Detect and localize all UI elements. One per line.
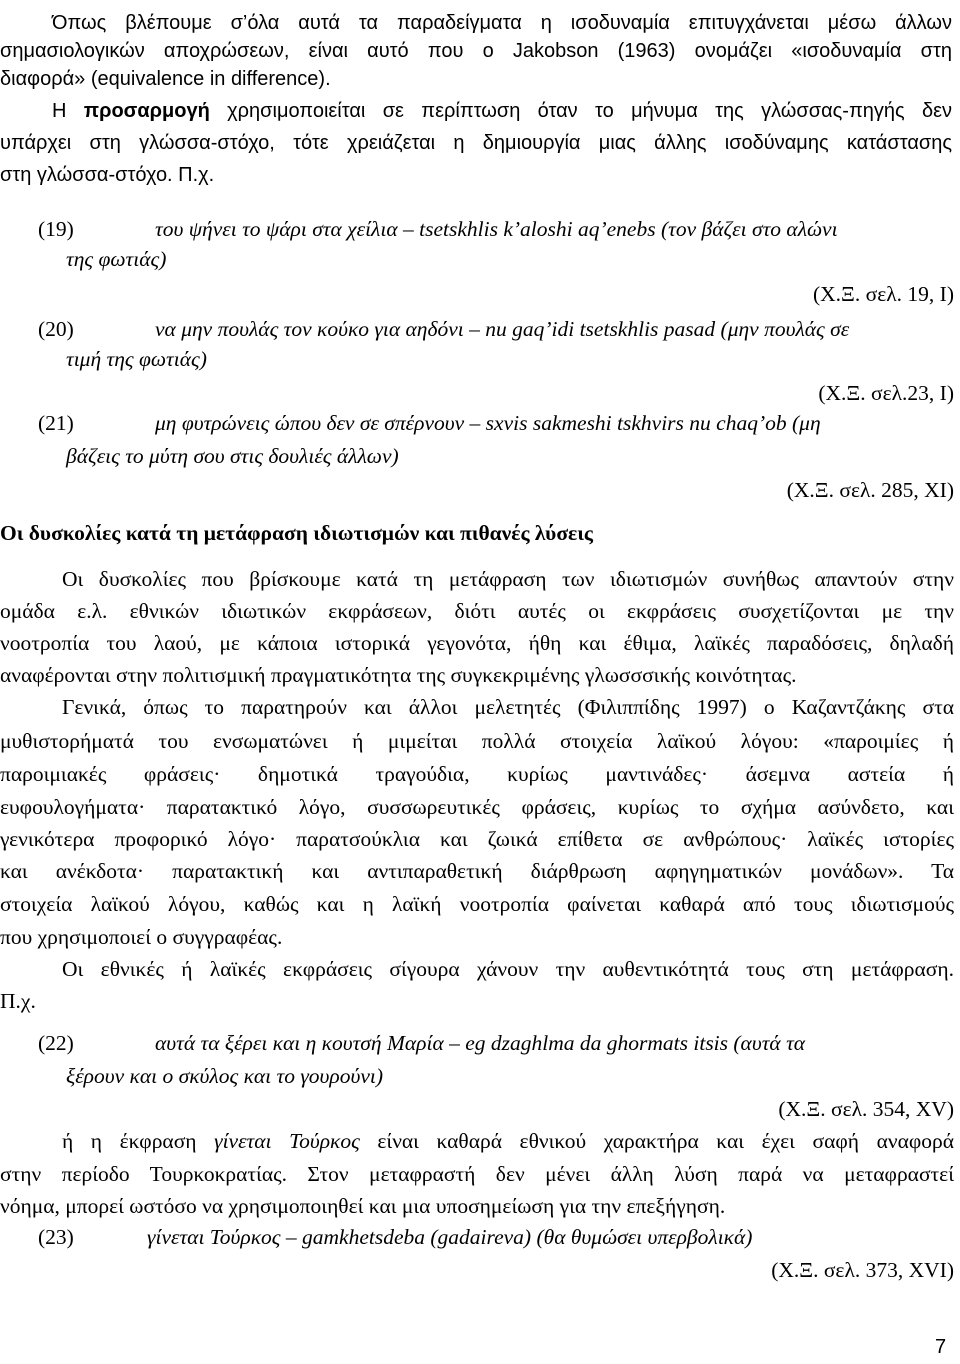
paragraph-line: ευφουλογήματα· παρατακτικό λόγο, συσσωρευτικές φράσεις, κυρίως το σχήμα ασύνδετο, και — [0, 795, 954, 819]
example-reference: (Χ.Ξ. σελ. 373, XVI) — [771, 1258, 954, 1282]
paragraph-line: στην περίοδο Τουρκοκρατίας. Στον μεταφραστή δεν μένει άλλη λύση παρά να μεταφραστεί — [0, 1162, 954, 1186]
example-text-cont: τιμή της φωτιάς) — [66, 347, 207, 371]
example-text: του ψήνει το ψάρι στα χείλια – tsetskhlis k’aloshi aq’enebs (τον βάζει στο αλώνι — [155, 217, 838, 241]
paragraph-line: Οι δυσκολίες που βρίσκουμε κατά τη μετάφραση των ιδιωτισμών συνήθως απαντούν στην — [62, 567, 954, 591]
para4-italic-phrase: γίνεται Τούρκος — [214, 1129, 360, 1153]
para4-rest: είναι καθαρά εθνικού χαρακτήρα και έχει σαφή αναφορά — [359, 1129, 954, 1153]
adaptation-line-1-rest: χρησιμοποιείται σε περίπτωση όταν το μήνυμα της γλώσσας-πηγής δεν — [209, 100, 953, 122]
adaptation-prefix: Η — [52, 100, 84, 122]
example-reference: (Χ.Ξ. σελ. 285, XI) — [786, 478, 954, 502]
example-number: (22) — [38, 1031, 74, 1055]
example-text: γίνεται Τούρκος – gamkhetsdeba (gadaireva) (θα θυμώσει υπερβολικά) — [147, 1225, 753, 1249]
paragraph-line: και ανέκδοτα· παρατακτική και αντιπαραθετική διάρθρωση αφηγηματικών μονάδων». Τα — [0, 859, 954, 883]
paragraph-line: νόημα, μπορεί ωστόσο να χρησιμοποιηθεί και μια υποσημείωση για την επεξήγηση. — [0, 1194, 726, 1218]
adaptation-term: προσαρμογή — [83, 100, 210, 122]
example-number: (19) — [38, 217, 74, 241]
example-text-cont: της φωτιάς) — [66, 247, 167, 271]
intro-line-3: διαφορά» (equivalence in difference). — [0, 68, 331, 90]
paragraph-line: Οι εθνικές ή λαϊκές εκφράσεις σίγουρα χάνουν την αυθεντικότητά τους στη μετάφραση. — [62, 957, 954, 981]
adaptation-line-1 — [52, 98, 952, 124]
paragraph-line: στοιχεία λαϊκού λόγου, καθώς και η λαϊκή νοοτροπία φαίνεται καθαρά από τους ιδιωτισμούς — [0, 892, 954, 916]
paragraph-line: μυθιστορήματά του ενσωματώνει ή μιμείται πολλά στοιχεία λαϊκού λόγου: «παροιμίες ή — [0, 729, 954, 753]
paragraph-line: που χρησιμοποιεί ο συγγραφέας. — [0, 925, 283, 949]
adaptation-line-3: στη γλώσσα-στόχο. Π.χ. — [0, 164, 215, 186]
example-text: να μην πουλάς τον κούκο για αηδόνι – nu gaq’idi tsetskhlis pasad (μην πουλάς σε — [155, 317, 850, 341]
example-reference: (Χ.Ξ. σελ. 19, Ι) — [813, 282, 954, 306]
paragraph-line: γενικότερα προφορικό λόγο· παρατσούκλια και ζωικά επίθετα σε ανθρώπους· λαϊκές ιστορίες — [0, 827, 954, 851]
section-heading: Οι δυσκολίες κατά τη μετάφραση ιδιωτισμών και πιθανές λύσεις — [0, 521, 593, 545]
example-number: (23) — [38, 1225, 74, 1249]
paragraph-line: ομάδα ε.λ. εθνικών ιδιωτικών εκφράσεων, διότι αυτές οι εκφράσεις συσχετίζονται με την — [0, 599, 954, 623]
example-reference: (Χ.Ξ. σελ.23, Ι) — [818, 381, 954, 405]
paragraph-line-4-1 — [62, 1128, 954, 1154]
paragraph-line: Π.χ. — [0, 989, 36, 1013]
paragraph-line: παροιμιακές φράσεις· δημοτικά τραγούδια, κυρίως μαντινάδες· άσεμνα αστεία ή — [0, 762, 954, 786]
adaptation-line-2: υπάρχει στη γλώσσα-στόχο, τότε χρειάζεται η δημιουργία μιας άλλης ισοδύναμης κατάστασης — [0, 132, 952, 154]
page-number: 7 — [935, 1336, 947, 1358]
intro-line-2: σημασιολογικών αποχρώσεων, είναι αυτό που ο Jakobson (1963) ονομάζει «ισοδυναμία στη — [0, 40, 952, 62]
example-reference: (Χ.Ξ. σελ. 354, XV) — [778, 1097, 954, 1121]
example-number: (20) — [38, 317, 74, 341]
para4-prefix: ή η έκφραση — [62, 1129, 215, 1153]
paragraph-line: αναφέρονται στην πολιτισμική πραγματικότητα της συγκεκριμένης γλωσσσικής κοινότητας. — [0, 663, 797, 687]
example-number: (21) — [38, 411, 74, 435]
example-text: μη φυτρώνεις ώπου δεν σε σπέρνουν – sxvis sakmeshi tskhvirs nu chaq’ob (μη — [155, 411, 821, 435]
example-text-cont: βάζεις το μύτη σου στις δουλιές άλλων) — [66, 444, 399, 468]
intro-line-1: Όπως βλέπουμε σ’όλα αυτά τα παραδείγματα η ισοδυναμία επιτυγχάνεται μέσω άλλων — [52, 12, 952, 34]
example-text: αυτά τα ξέρει και η κουτσή Μαρία – eg dzaghlma da ghormats itsis (αυτά τα — [155, 1031, 806, 1055]
paragraph-line: Γενικά, όπως το παρατηρούν και άλλοι μελετητές (Φιλιππίδης 1997) ο Καζαντζάκης στα — [62, 695, 954, 719]
paragraph-line: νοοτροπία του λαού, με κάποια ιστορικά γεγονότα, ήθη και έθιμα, λαϊκές παραδόσεις, δηλαδή — [0, 631, 954, 655]
example-text-cont: ξέρουν και ο σκύλος και το γουρούνι) — [66, 1064, 384, 1088]
